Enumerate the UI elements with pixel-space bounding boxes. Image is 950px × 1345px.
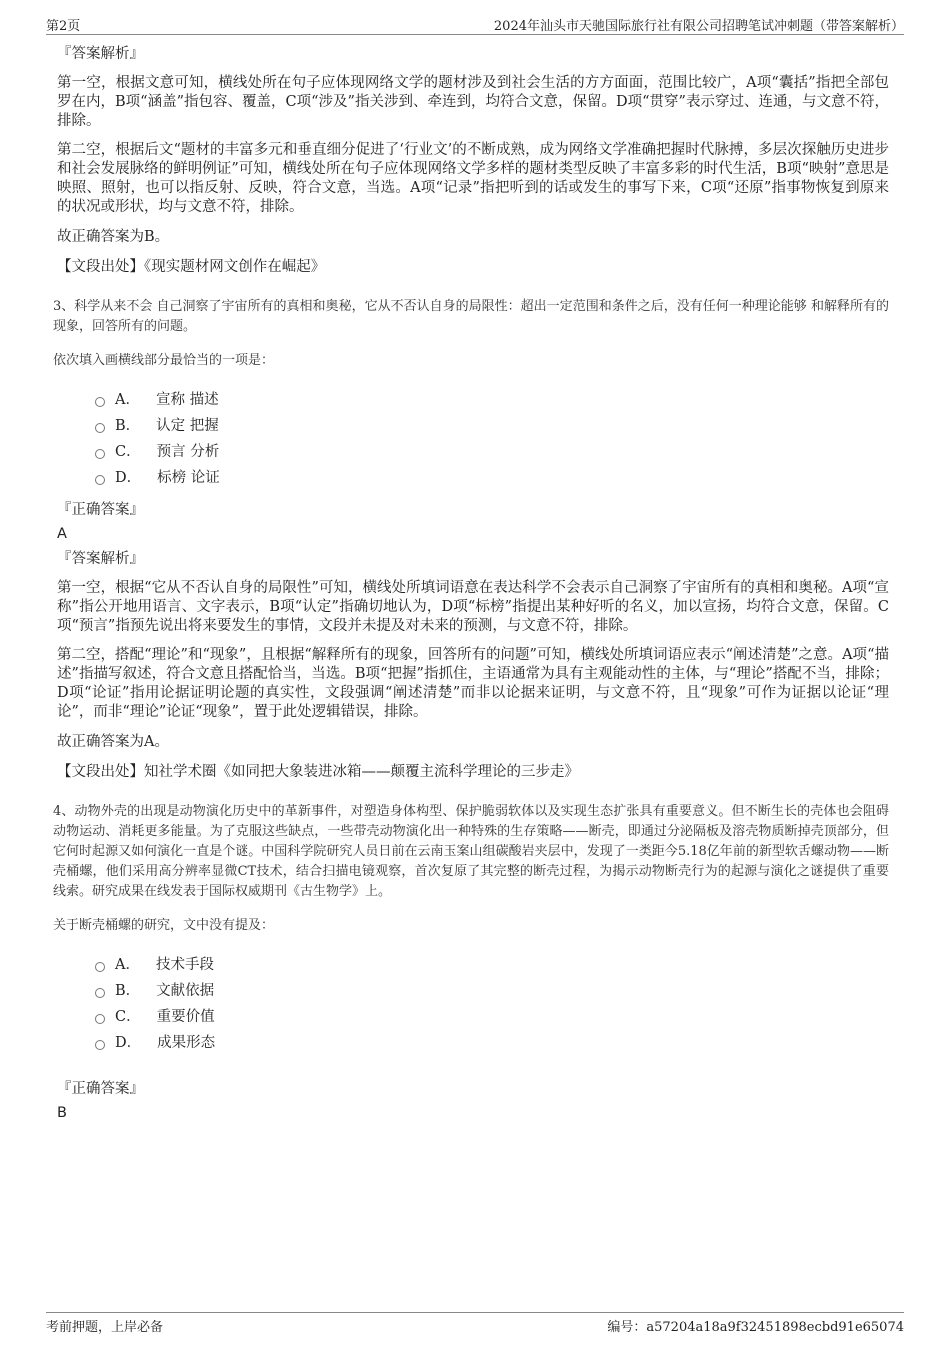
option-text: 认定 把握: [156, 418, 219, 434]
option-letter: B．: [115, 418, 141, 434]
q2-analysis-title: 『答案解析』: [57, 46, 144, 62]
q3-source: 【文段出处】知社学术圈《如同把大象装进冰箱——颠覆主流科学理论的三步走》: [57, 764, 579, 780]
q4-option-c[interactable]: [95, 1004, 889, 1030]
option-letter: D．: [115, 470, 142, 486]
q3-question: 3、科学从来不会 自己洞察了宇宙所有的真相和奥秘，它从不否认自身的局限性：超出一定范围和条件之后，没有任何一种理论能够 和解释所有的现象，回答所有的问题。: [53, 299, 889, 334]
q4-options: [95, 952, 889, 1056]
q3-prompt: 依次填入画横线部分最恰当的一项是：: [53, 353, 275, 368]
option-letter: B．: [115, 983, 141, 999]
q4-prompt: 关于断壳桶螺的研究，文中没有提及：: [53, 918, 275, 933]
q4-option-a[interactable]: [95, 952, 889, 978]
option-text: 标榜 论证: [157, 470, 220, 486]
q3-option-a[interactable]: [95, 387, 889, 413]
radio-icon[interactable]: [95, 449, 105, 459]
radio-icon[interactable]: [95, 1040, 105, 1050]
q3-answer-title: 『正确答案』: [57, 502, 144, 518]
option-letter: A．: [115, 957, 140, 973]
q2-analysis-para1: 第一空，根据文意可知，横线处所在句子应体现网络文学的题材涉及到社会生活的方方面面，范围比较广，A项“囊括”指把全部包罗在内，B项“涵盖”指包容、覆盖，C项“涉及”指关涉到、牵连到，均符合文意，保留。D项“贯穿”表示穿过、连通，与文意不符，排除。: [57, 75, 889, 129]
page-number: 第2页: [46, 19, 81, 34]
q4-answer: B: [57, 1105, 67, 1121]
q3-analysis-para2: 第二空，搭配“理论”和“现象”，且根据“解释所有的现象，回答所有的问题”可知，横线处所填词语应表示“阐述清楚”之意。A项“描述”指描写叙述，符合文意且搭配恰当，当选。B项“把握”指抓住，主语通常为具有主观能动性的主体，与“理论”搭配不当，排除；D项“论证”指用论据证明论题的真实性，文段强调“阐述清楚”而非以论据来证明，与文意不符，且“现象”可作为证据以论证“理论”，而非“理论”论证“现象”，置于此处逻辑错误，排除。: [57, 647, 889, 720]
page-footer: [46, 1312, 904, 1335]
option-text: 成果形态: [157, 1035, 216, 1051]
option-letter: C．: [115, 444, 141, 460]
option-text: 预言 分析: [156, 444, 220, 460]
q4-answer-title: 『正确答案』: [57, 1081, 144, 1097]
page-content: [53, 44, 889, 1128]
document-id: 编号：a57204a18a9f32451898ecbd91e65074: [607, 1320, 904, 1335]
document-title: 2024年汕头市天驰国际旅行社有限公司招聘笔试冲刺题（带答案解析）: [493, 19, 904, 34]
q2-source: 【文段出处】《现实题材网文创作在崛起》: [57, 259, 326, 275]
q3-conclusion: 故正确答案为A。: [57, 734, 169, 750]
option-text: 文献依据: [156, 983, 215, 999]
option-letter: A．: [115, 392, 140, 408]
q4-option-d[interactable]: [95, 1030, 889, 1056]
q2-analysis-para2: 第二空，根据后文“题材的丰富多元和垂直细分促进了‘行业文’的不断成熟，成为网络文学准确把握时代脉搏，多层次探触历史进步和社会发展脉络的鲜明例证”可知，横线处所在句子应体现网络文学多样的题材类型反映了丰富多彩的时代生活，B项“映射”意思是映照、照射，也可以指反射、反映，符合文意，当选。A项“记录”指把听到的话或发生的事写下来，C项“还原”指事物恢复到原来的状况或形状，均与文意不符，排除。: [57, 142, 889, 215]
q4-question: 4、动物外壳的出现是动物演化历史中的革新事件，对塑造身体构型、保护脆弱软体以及实现生态扩张具有重要意义。但不断生长的壳体也会阻碍动物运动、消耗更多能量。为了克服这些缺点，一些带壳动物演化出一种特殊的生存策略——断壳，即通过分泌隔板及溶壳物质断掉壳顶部分，但它何时起源又如何演化一直是个谜。中国科学院研究人员日前在云南玉案山组碳酸岩夹层中，发现了一类距今5.18亿年前的新型软舌螺动物——断壳桶螺，他们采用高分辨率显微CT技术，结合扫描电镜观察，首次复原了其完整的断壳过程，为揭示动物断壳行为的起源与演化之谜提供了重要线索。研究成果在线发表于国际权威期刊《古生物学》上。: [53, 804, 889, 899]
radio-icon[interactable]: [95, 1014, 105, 1024]
q3-option-d[interactable]: [95, 465, 889, 491]
q3-answer: A: [57, 526, 67, 542]
footer-slogan: 考前押题，上岸必备: [46, 1320, 164, 1335]
option-text: 重要价值: [156, 1009, 215, 1025]
option-text: 宣称 描述: [155, 392, 219, 408]
q4-option-b[interactable]: [95, 978, 889, 1004]
option-text: 技术手段: [155, 957, 214, 973]
q2-conclusion: 故正确答案为B。: [57, 229, 170, 245]
q3-options: [95, 387, 889, 491]
radio-icon[interactable]: [95, 423, 105, 433]
option-letter: C．: [115, 1009, 141, 1025]
q3-analysis-para1: 第一空，根据“它从不否认自身的局限性”可知，横线处所填词语意在表达科学不会表示自己洞察了宇宙所有的真相和奥秘。A项“宣称”指公开地用语言、文字表示，B项“认定”指确切地认为，D项“标榜”指提出某种好听的名义，加以宣扬，均符合文意，保留。C项“预言”指预先说出将来要发生的事情，文段并未提及对未来的预测，与文意不符，排除。: [57, 580, 889, 634]
page-header: [46, 14, 904, 35]
option-letter: D．: [115, 1035, 142, 1051]
q3-option-c[interactable]: [95, 439, 889, 465]
radio-icon[interactable]: [95, 962, 105, 972]
radio-icon[interactable]: [95, 475, 105, 485]
radio-icon[interactable]: [95, 397, 105, 407]
radio-icon[interactable]: [95, 988, 105, 998]
q3-analysis-title: 『答案解析』: [57, 551, 144, 567]
q3-option-b[interactable]: [95, 413, 889, 439]
